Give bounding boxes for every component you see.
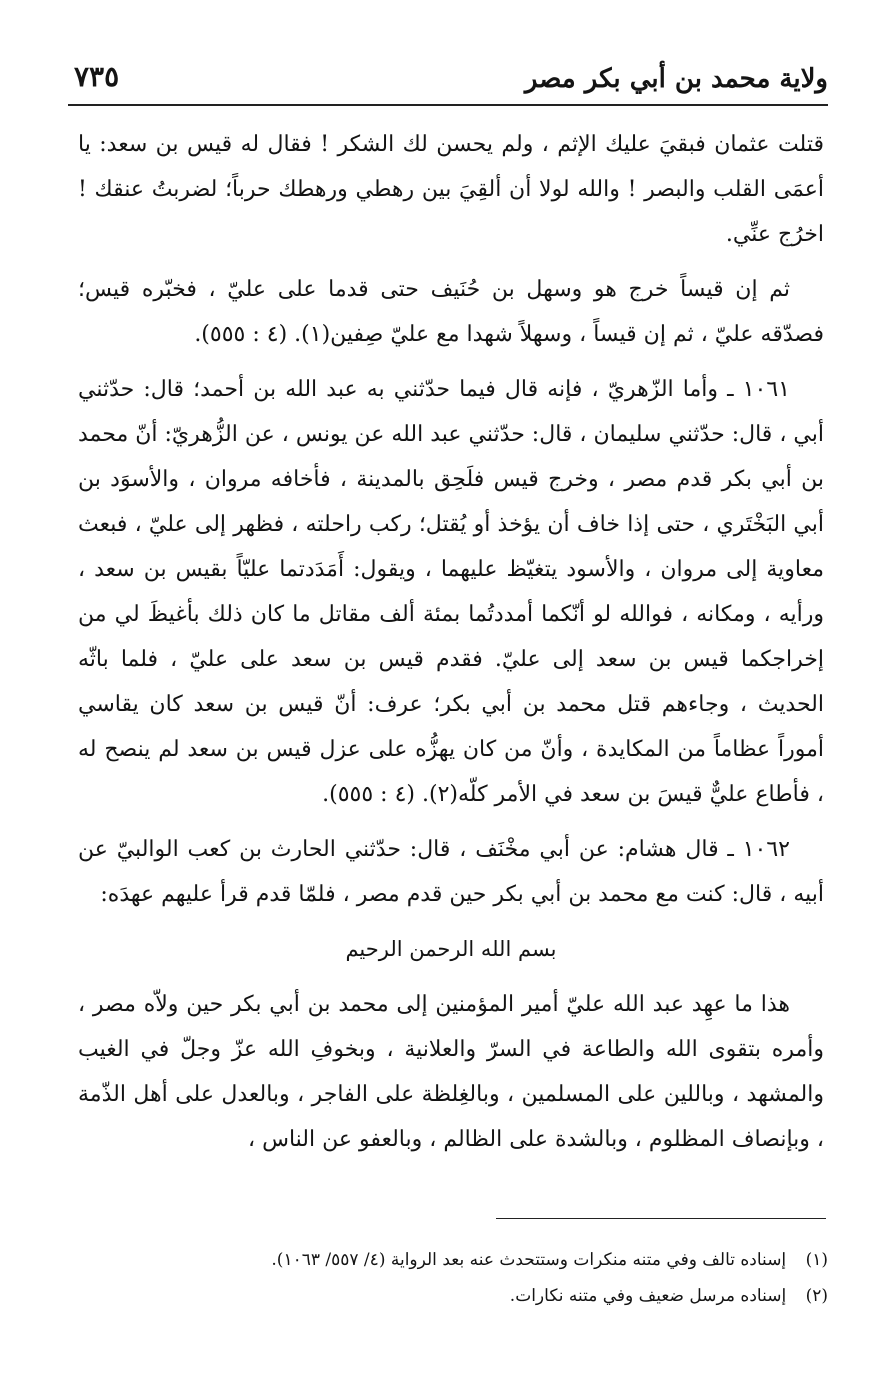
paragraph-report-1062: ١٠٦٢ ـ قال هشام: عن أبي مخْنَف ، قال: حدّثني الحارث بن كعب الوالبيّ عن أبيه ، قال: كنت مع محمد بن أبي بكر حين قدم مصر ، فلمّا قدم قرأ عليهم عهدَه: [78, 837, 824, 907]
footnotes [78, 1244, 828, 1316]
footnote-item [78, 1280, 828, 1312]
footnote-mark: (١) [805, 1250, 828, 1270]
basmala: بسم الله الرحمن الرحيم [345, 937, 557, 961]
page-number: ٧٣٥ [74, 60, 120, 93]
footnote-text: إسناده مرسل ضعيف وفي متنه نكارات. [509, 1286, 787, 1306]
footnote-text: إسناده تالف وفي متنه منكرات وستتحدث عنه بعد الرواية (٤/ ٥٥٧/ ١٠٦٣). [271, 1250, 787, 1270]
paragraph-report-1061: ١٠٦١ ـ وأما الزّهريّ ، فإنه قال فيما حدّثني به عبد الله بن أحمد؛ قال: حدّثني أبي ، قال: حدّثني سليمان ، قال: حدّثني عبد الله عن يونس ، عن الزُّهريّ: أنّ محمد بن أبي بكر قدم مصر ، وخرج قيس فلَحِق بالمدينة ، فأخافه مروان ، والأسوَد بن أبي البَخْتَري ، حتى إذا خاف أن يؤخذ أو يُقتل؛ ركب راحلته ، فظهر إلى عليّ ، فبعث معاوية إلى مروان ، والأسود يتغيّظ عليهما ، ويقول: أَمَدَدتما عليّاً بقيس بن سعد ، ورأيه ، ومكانه ، فوالله لو أنّكما أمددتُما بمئة ألف مقاتل ما كان ذلك بأغيظَ لي من إخراجكما قيس بن سعد إلى عليّ. فقدم قيس بن سعد على عليّ ، فلما باثّه الحديث ، وجاءهم قتل محمد بن أبي بكر؛ عرف: أنّ قيس بن سعد كان يقاسي أموراً عظاماً من المكايدة ، وأنّ من كان يهزُّه على عزل قيس بن سعد لم ينصح له ، فأطاع عليٌّ قيسَ بن سعد في الأمر كلّه(٢). (٤ : ٥٥٥). [78, 377, 824, 807]
main-text [78, 122, 824, 1162]
footnote-mark: (٢) [805, 1286, 828, 1306]
footnote-item [78, 1244, 828, 1276]
page-header [68, 58, 828, 106]
running-title: ولاية محمد بن أبي بكر مصر [524, 64, 828, 94]
paragraph-qays-returns: ثم إن قيساً خرج هو وسهل بن حُنَيف حتى قدما على عليّ ، فخبّره قيس؛ فصدّقه عليّ ، ثم إن قيساً ، وسهلاً شهدا مع عليّ صِفين(١). (٤ : ٥٥٥). [78, 277, 824, 347]
paragraph-covenant: هذا ما عهِد عبد الله عليّ أمير المؤمنين إلى محمد بن أبي بكر حين ولاّه مصر ، وأمره بتقوى الله والطاعة في السرّ والعلانية ، وبخوفِ الله عزّ وجلّ في الغيب والمشهد ، وباللين على المسلمين ، وبالغِلظة على الفاجر ، وبالعدل على أهل الذّمة ، وبإنصاف المظلوم ، وبالشدة على الظالم ، وبالعفو عن الناس ، [78, 992, 824, 1152]
paragraph-continuation: قتلت عثمان فبقيَ عليك الإثم ، ولم يحسن لك الشكر ! فقال له قيس بن سعد: يا أعمَى القلب والبصر ! والله لولا أن ألقِيَ بين رهطي ورهطك حرباً؛ لضربتُ عنقك ! اخرُج عنِّي. [78, 132, 824, 247]
footnote-divider [496, 1218, 826, 1219]
